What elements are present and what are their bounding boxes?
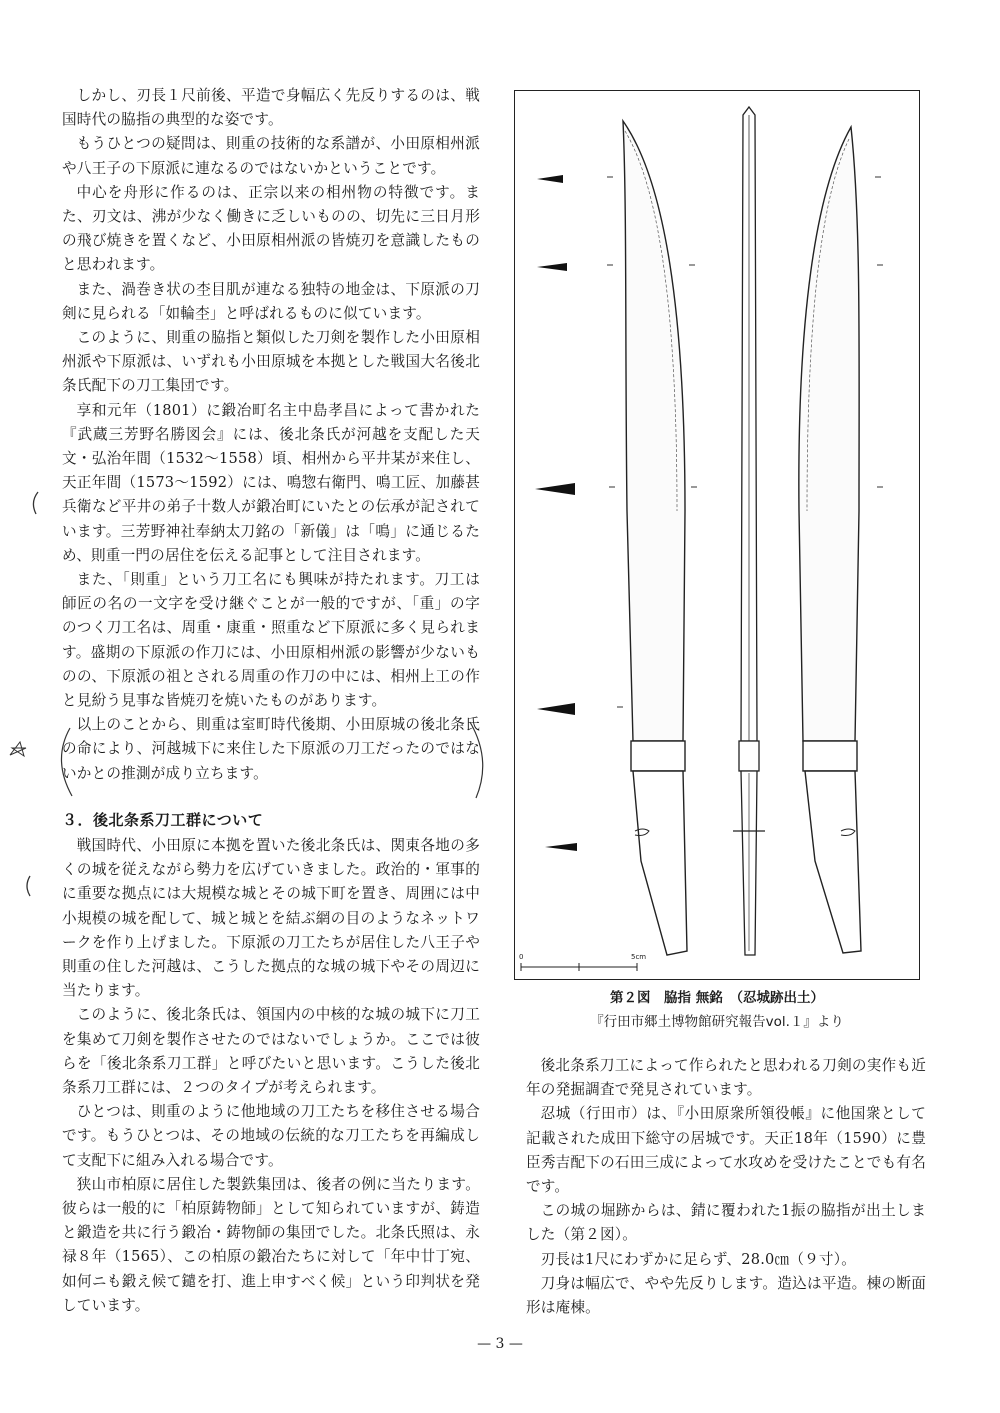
paragraph: 忍城（行田市）は、『小田原衆所領役帳』に他国衆として記載された成田下総守の居城です。天正18年（1590）に豊臣秀吉配下の石田三成によって水攻めを受けたことでも有名です。 [526,1105,926,1196]
page-number: — 3 — [477,1336,523,1352]
figure-caption [514,986,920,1034]
caption-title: 第２図 脇指 無銘 （忍城跡出土） [610,990,824,1006]
paragraph: 享和元年（1801）に鍛冶町名主中島孝昌によって書かれた『武蔵三芳野名勝図会』には、後北条氏が河越を支配した天文・弘治年間（1532～1558）頃、相州から平井某が来住し、天正年間（1573～1592）には、鳴惣右衛門、鳴工匠、加藤甚兵衛など平井の弟子十数人が鍛冶町にいたとの伝承が記されています。三芳野神社奉納太刀銘の「新儀」は「鳴」に通じるため、則重一門の居住を伝える記事として注目されます。 [62,401,480,564]
caption-source: 『行田市郷土博物館研究報告vol.１』より [590,1014,844,1030]
right-text-column [526,1054,926,1320]
paragraph: 刀身は幅広で、やや先反りします。造込は平造。棟の断面形は庵棟。 [526,1274,926,1317]
paragraph: このように、後北条氏は、領国内の中核的な城の城下に刀工を集めて刀剣を製作させたのではないでしょうか。ここでは彼らを「後北条系刀工群」と呼びたいと思います。こうした後北条系刀工群には、２つのタイプが考えられます。 [62,1006,480,1096]
paragraph: このように、則重の脇指と類似した刀剣を製作した小田原相州派や下原派は、いずれも小田原城を本拠とした戦国大名後北条氏配下の刀工集団です。 [62,329,480,395]
habaki-right [803,741,857,771]
paragraph: また、「則重」という刀工名にも興味が持たれます。刀工は師匠の名の一文字を受け継ぐことが一般的ですが、「重」の字のつく刀工名は、周重・康重・照重など下原派に多く見られます。盛期の下原派の作刀には、小田原相州派の影響が少ないものの、下原派の祖とされる周重の作刀の中には、相州上工の作と見紛う見事な皆焼刃を焼いたものがあります。 [62,571,480,710]
paragraph: 以上のことから、則重は室町時代後期、小田原城の後北条氏の命により、河越城下に来住した下原派の刀工だったのではないかとの推測が成り立ちます。 [62,716,480,782]
paragraph: 後北条系刀工によって作られたと思われる刀剣の実作も近年の発掘調査で発見されています。 [526,1057,926,1099]
paragraph: 刃長は1尺にわずかに足らず、28.0㎝（９寸）。 [540,1250,856,1268]
tang-left [633,771,687,955]
paragraph: 中心を舟形に作るのは、正宗以来の相州物の特徴です。また、刃文は、沸が少なく働きに乏しいものの、切先に三日月形の飛び焼きを置くなど、小田原相州派の皆焼刃を意識したものと思われます。 [62,183,480,274]
cross-section-marker [537,175,563,183]
scale-zero-label: 0 [519,953,524,961]
paragraph: また、渦巻き状の杢目肌が連なる独特の地金は、下原派の刀剣に見られる「如輪杢」と呼ばれるものに似ています。 [62,280,480,322]
section-heading: ３．後北条系刀工群について [62,810,264,829]
sword-drawing [515,91,921,981]
paragraph: しかし、刃長１尺前後、平造で身幅広く先反りするのは、戦国時代の脇指の典型的な姿です。 [62,87,480,129]
habaki-left [631,741,685,771]
tang-right [805,771,861,953]
habaki-middle [739,741,759,771]
figure-frame [514,90,920,980]
paragraph: ひとつは、則重のように他地域の刀工たちを移住させる場合です。もうひとつは、その地域の伝統的な刀工たちを再編成して支配下に組み入れる場合です。 [62,1103,480,1169]
scale-5cm-label: 5cm [631,953,647,961]
scale-bar [521,963,637,971]
cross-section-marker [545,843,577,851]
cross-section-marker [535,483,575,495]
paragraph: 狭山市柏原に居住した製鉄集団は、後者の例に当たります。彼らは一般的に「柏原鋳物師」として知られていますが、鋳造と鍛造を共に行う鍛冶・鋳物師の集団でした。北条氏照は、永禄８年（1565）、この柏原の鍛冶たちに対して「年中廿丁宛、如何ニも鍛え候て鑓を打、進上申すべく候」という印判状を発しています。 [62,1175,480,1314]
sword-blade-right [799,127,859,741]
paragraph: この城の堀跡からは、錆に覆われた1振の脇指が出土しました（第２図）。 [526,1202,926,1244]
paragraph: 戦国時代、小田原に本拠を置いた後北条氏は、関東各地の多くの城を従えながら勢力を広げていきました。政治的・軍事的に重要な拠点には大規模な城とその城下町を置き、周囲には中小規模の城を配して、城と城とを結ぶ網の目のようなネットワークを作り上げました。下原派の刀工たちが居住した八王子や則重の住した河越は、こうした拠点的な城の城下やその周辺に当たります。 [62,836,480,1000]
cross-section-marker [537,263,567,271]
left-text-column [62,84,480,1318]
paragraph: もうひとつの疑問は、則重の技術的な系譜が、小田原相州派や八王子の下原派に連なるのではないかということです。 [62,135,480,177]
cross-section-marker [537,703,575,715]
